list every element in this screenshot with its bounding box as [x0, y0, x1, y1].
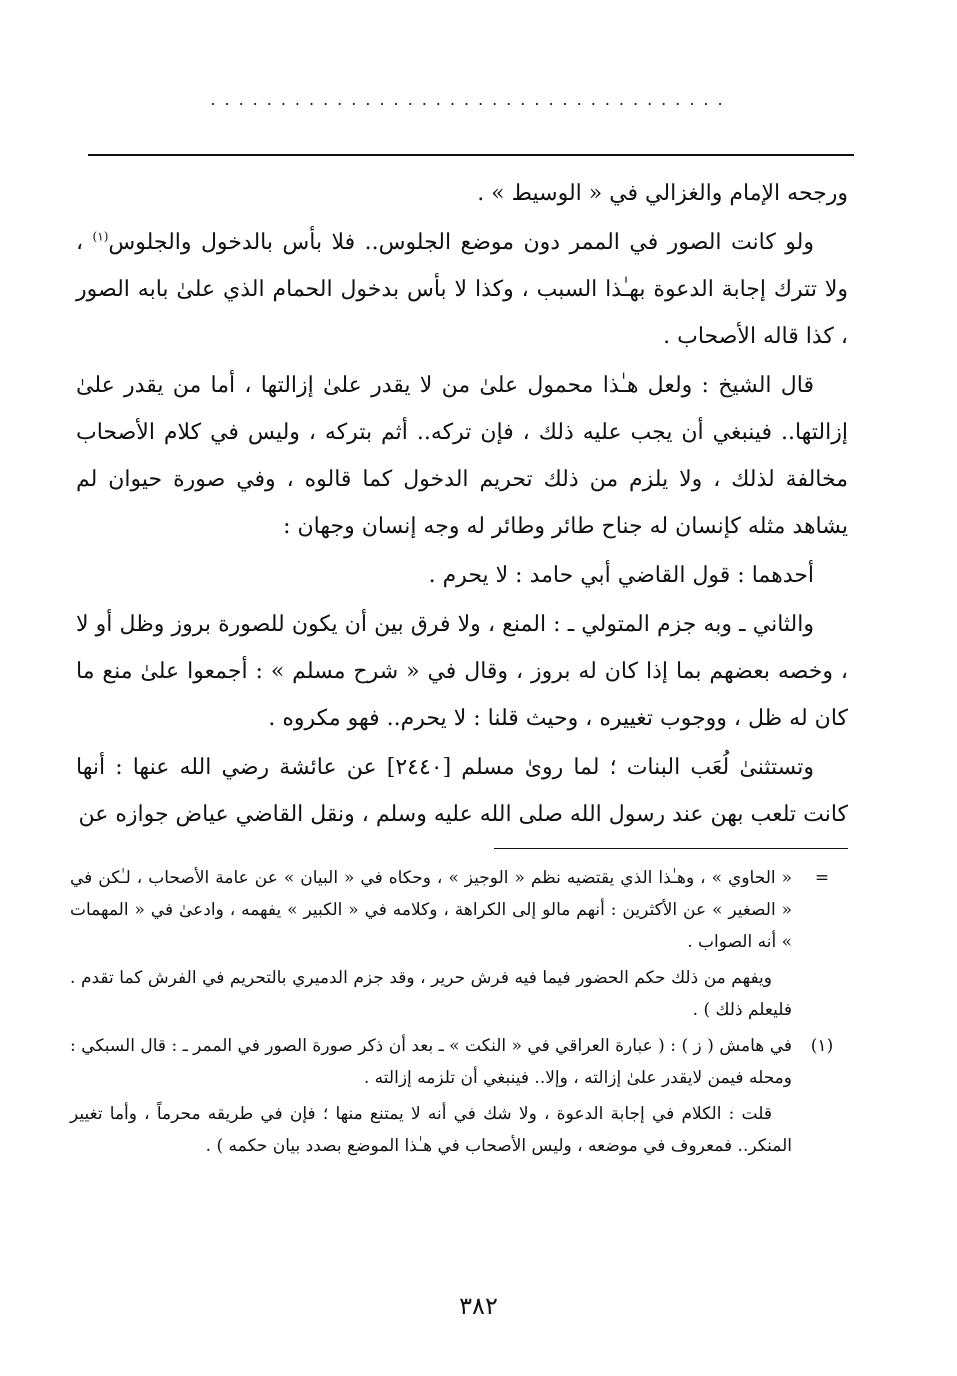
page-number: ٣٨٢ [459, 1292, 498, 1320]
paragraph-2-tail: ، ولا تترك إجابة الدعوة بهـٰذا السبب ، وكذا لا بأس بدخول الحمام الذي علىٰ بابه الصور ، كذا قاله الأصحاب . [76, 230, 848, 349]
footnote-1-text-1: في هامش ( ز ) : ( عبارة العراقي في « النكت » ـ بعد أن ذكر صورة الصور في الممر ـ : قال السبكي : ومحله فيمن لايقدر علىٰ إزالته ، وإلا.. فينبغي أن تلزمه إزالته . [70, 1036, 792, 1088]
footnote-continuation [70, 862, 842, 1026]
paragraph-5: والثاني ـ وبه جزم المتولي ـ : المنع ، ولا فرق بين أن يكون للصورة بروز وظل أو لا ، وخصه بعضهم بما إذا كان له بروز ، وقال في « شرح مسلم » : أجمعوا علىٰ منع ما كان له ظل ، ووجوب تغييره ، وحيث قلنا : لا يحرم.. فهو مكروه . [76, 612, 848, 731]
paragraph-2 [76, 219, 848, 360]
footnote-cont-text-2: ويفهم من ذلك حكم الحضور فيما فيه فرش حرير ، وقد جزم الدميري بالتحريم في الفرش كما تقدم . فليعلم ذلك ) . [70, 968, 792, 1020]
continuation-mark: = [814, 868, 830, 888]
footnote-1-mark: (١) [810, 1036, 834, 1056]
footnote-separator [494, 848, 848, 849]
main-text [76, 170, 848, 840]
footnote-1-text-2: قلت : الكلام في إجابة الدعوة ، ولا شك في أنه لا يمتنع منها ؛ فإن في طريقه محرماً ، وأما تغيير المنكر.. فمعروف في موضعه ، وليس الأصحاب في هـٰذا الموضع بصدد بيان حكمه ) . [70, 1104, 792, 1156]
paragraph-4: أحدهما : قول القاضي أبي حامد : لا يحرم . [428, 563, 814, 588]
paragraph-6: وتستثنىٰ لُعَب البنات ؛ لما روىٰ مسلم [٢٤٤٠] عن عائشة رضي الله عنها : أنها كانت تلعب بهن عند رسول الله صلى الله عليه وسلم ، ونقل القاضي عياض جوازه عن [76, 755, 848, 827]
paragraph-1: ورجحه الإمام والغزالي في « الوسيط » . [477, 181, 848, 206]
footnotes [70, 862, 842, 1166]
paragraph-2-head: ولو كانت الصور في الممر دون موضع الجلوس.. فلا بأس بالدخول والجلوس [108, 230, 814, 255]
footnote-ref-1[interactable]: (١) [92, 229, 109, 244]
paragraph-3: قال الشيخ : ولعل هـٰذا محمول علىٰ من لا يقدر علىٰ إزالتها ، أما من يقدر علىٰ إزالتها.. فينبغي أن يجب عليه ذلك ، فإن تركه.. أثم بتركه ، وليس في كلام الأصحاب مخالفة لذلك ، ولا يلزم من ذلك تحريم الدخول كما قالوه ، وفي صورة حيوان لم يشاهد مثله كإنسان له جناح طائر وطائر له وجه إنسان وجهان : [76, 373, 848, 539]
header-dotted-line: ..................................... [210, 92, 732, 108]
footnote-cont-text-1: « الحاوي » ، وهـٰذا الذي يقتضيه نظم « الوجيز » ، وحكاه في « البيان » عن عامة الأصحاب ، لـٰكن في « الصغير » عن الأكثرين : أنهم مالو إلى الكراهة ، وكلامه في « الكبير » يفهمه ، وادعىٰ في « المهمات » أنه الصواب . [70, 868, 792, 952]
footnote-1 [70, 1030, 842, 1162]
header-rule [88, 154, 854, 156]
